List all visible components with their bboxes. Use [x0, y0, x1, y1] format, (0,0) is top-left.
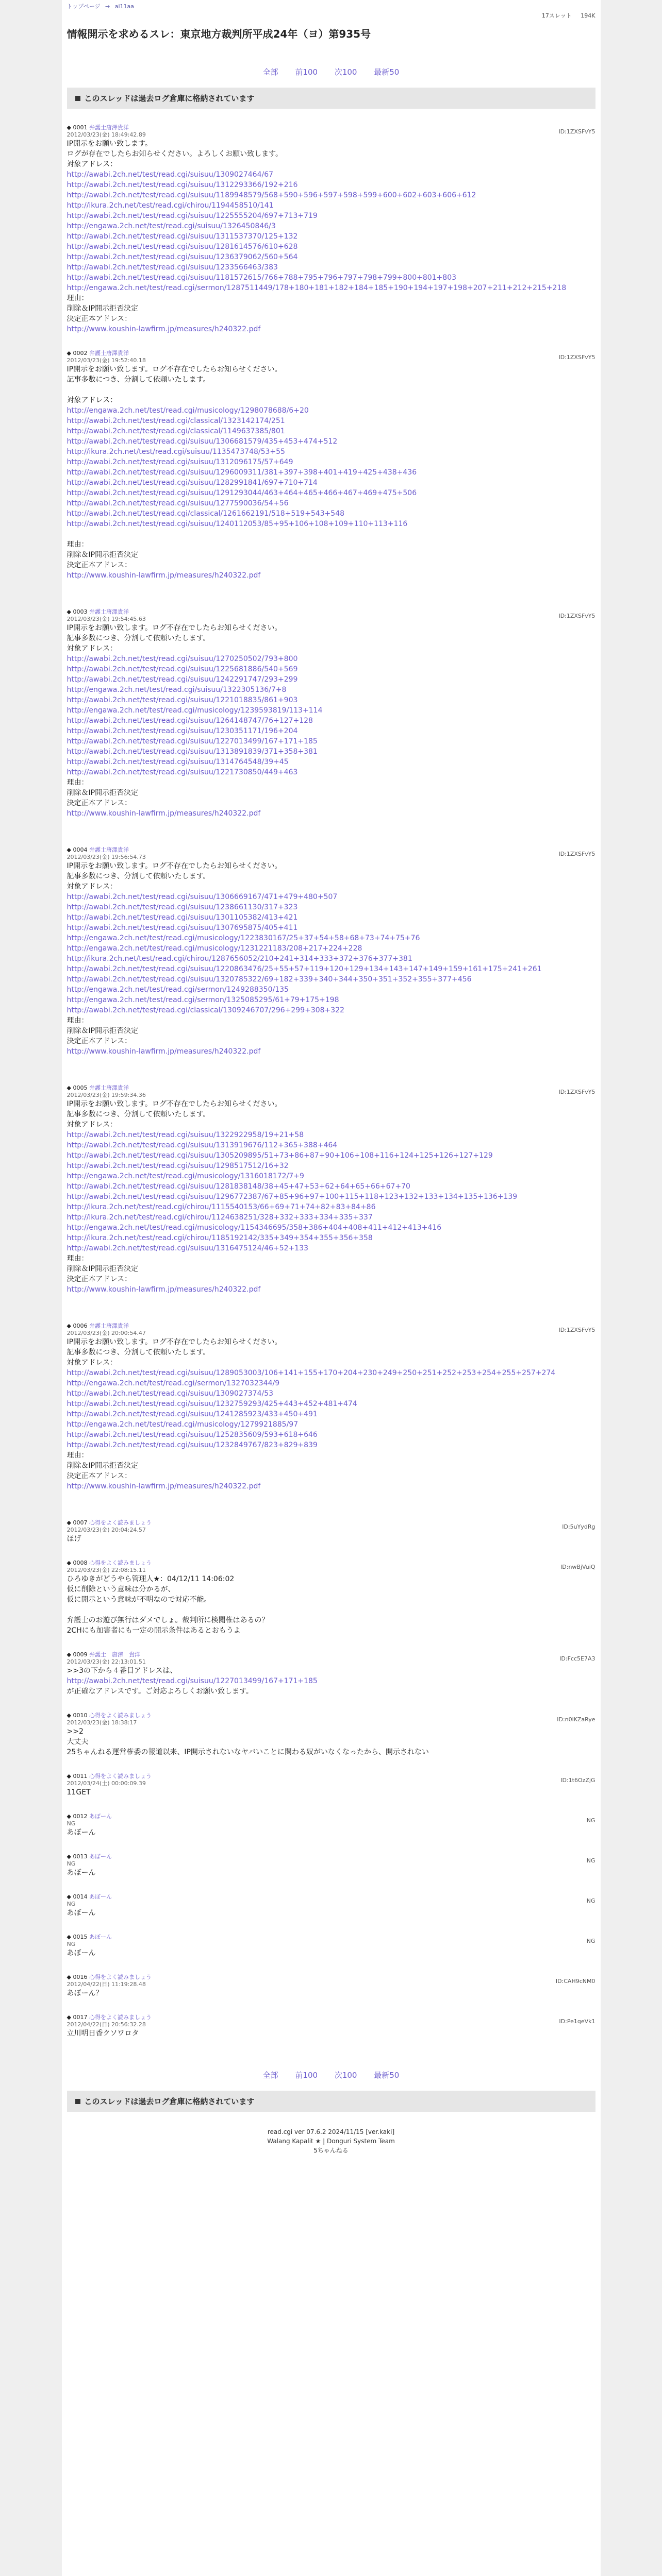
post-text-line: IP開示をお願い致します。ログ不存在でしたらお知らせください。 [67, 1100, 282, 1108]
post-link[interactable]: http://awabi.2ch.net/test/read.cgi/suisuu/1298517512/16+32 [67, 1162, 289, 1170]
post-link[interactable]: http://awabi.2ch.net/test/read.cgi/suisuu/1312096175/57+649 [67, 458, 293, 466]
post-spacer [67, 2044, 595, 2054]
post-number[interactable]: ◆ 0008 [67, 1560, 88, 1566]
post-text-line: 対象アドレス： [67, 396, 118, 404]
post-number[interactable]: ◆ 0001 [67, 124, 88, 131]
post-link[interactable]: http://www.koushin-lawfirm.jp/measures/h240322.pdf [67, 1285, 261, 1294]
post-link[interactable]: http://engawa.2ch.net/test/read.cgi/musicology/1223830167/25+37+54+58+68+73+74+75+76 [67, 934, 420, 942]
post-link[interactable]: http://ikura.2ch.net/test/read.cgi/chirou/1185192142/335+349+354+355+356+358 [67, 1234, 373, 1242]
post-id[interactable]: ID:1ZXSFvY5 [558, 1089, 595, 1095]
post-text-line: 記事多数につき、分割して依頼いたします。 [67, 634, 210, 642]
post-link[interactable]: http://awabi.2ch.net/test/read.cgi/suisuu/1282991841/697+710+714 [67, 479, 318, 487]
post-link[interactable]: http://awabi.2ch.net/test/read.cgi/suisuu/1322922958/19+21+58 [67, 1131, 304, 1139]
post-text-line: 対象アドレス： [67, 160, 118, 168]
post-text-line: あぼーん [67, 1828, 96, 1837]
post-author: あぼーん [89, 1813, 112, 1820]
post-number[interactable]: ◆ 0004 [67, 846, 88, 853]
post-id[interactable]: NG [586, 1857, 595, 1864]
post-link[interactable]: http://engawa.2ch.net/test/read.cgi/musicology/1154346695/358+386+404+408+411+412+413+416 [67, 1224, 442, 1232]
post-date: NG [67, 1901, 76, 1907]
post-id[interactable]: ID:Pe1qeVk1 [559, 2018, 595, 2025]
post-link[interactable]: http://ikura.2ch.net/test/read.cgi/suisuu/1135473748/53+55 [67, 448, 285, 456]
post-number[interactable]: ◆ 0011 [67, 1773, 88, 1780]
post-link[interactable]: http://engawa.2ch.net/test/read.cgi/musicology/1298078688/6+20 [67, 406, 309, 415]
post-id[interactable]: NG [586, 1938, 595, 1944]
archive-notice-bottom [67, 2091, 595, 2112]
post-text-line [67, 385, 595, 395]
post-author: 心得をよく読みましょう [89, 1974, 152, 1980]
post-text-line: 削除＆IP開示拒否決定 [67, 1265, 139, 1273]
post-link[interactable]: http://awabi.2ch.net/test/read.cgi/suisuu/1311537370/125+132 [67, 232, 298, 241]
post-text-line: >>3の下から４番目アドレスは、 [67, 1667, 177, 1675]
nav-next100-link-bottom[interactable]: 次100 [334, 2071, 357, 2080]
post-date: 2012/03/23(金) 19:59:34.36 [67, 1092, 146, 1098]
post-text-line: 決定正本アドレス： [67, 561, 132, 569]
post-text-line: ログが存在でしたらお知らせください。よろしくお願い致します。 [67, 150, 283, 158]
post-link[interactable]: http://awabi.2ch.net/test/read.cgi/suisuu/1277590036/54+56 [67, 499, 289, 507]
post-text-line: あぼーん [67, 1949, 96, 1957]
post-date: 2012/03/23(金) 18:49:42.89 [67, 131, 146, 138]
post-spacer [67, 1963, 595, 1974]
post-header [67, 846, 595, 861]
post-link[interactable]: http://awabi.2ch.net/test/read.cgi/suisuu/1252835609/593+618+646 [67, 1431, 318, 1439]
archive-notice-text: このスレッドは過去ログ倉庫に格納されています [84, 2097, 255, 2106]
post-link[interactable]: http://awabi.2ch.net/test/read.cgi/classical/1149637385/801 [67, 427, 285, 435]
post-link[interactable]: http://awabi.2ch.net/test/read.cgi/suisuu/1320785322/69+182+339+340+344+350+351+352+355+377+456 [67, 975, 472, 984]
post [67, 1560, 595, 1636]
post-text-line: 決定正本アドレス： [67, 1472, 132, 1480]
archive-notice-text: このスレッドは過去ログ倉庫に格納されています [84, 94, 255, 103]
post-link[interactable]: http://awabi.2ch.net/test/read.cgi/suisuu/1313891839/371+358+381 [67, 748, 318, 756]
post-spacer [67, 1497, 595, 1519]
thread-count: 17スレット [541, 12, 572, 19]
post [67, 846, 595, 1057]
thread-size: 194K [581, 12, 595, 19]
post-number[interactable]: ◆ 0005 [67, 1084, 88, 1091]
post-spacer [67, 1549, 595, 1560]
post-text-line: IP開示をお願い致します。ログ不存在でしたらお知らせください。 [67, 624, 282, 632]
post-spacer [67, 1641, 595, 1651]
post-id[interactable]: ID:1ZXSFvY5 [558, 1327, 595, 1333]
post-text-line: 2CHにも加害者にも一定の開示条件はあるとおもうよ [67, 1626, 241, 1635]
post-text-line: 決定正本アドレス： [67, 799, 132, 807]
post-spacer [67, 1843, 595, 1853]
post-date: 2012/03/23(金) 18:38:17 [67, 1719, 137, 1726]
post-text-line: が正確なアドレスです。ご対応よろしくお願い致します。 [67, 1687, 253, 1696]
post-number[interactable]: ◆ 0002 [67, 350, 88, 357]
post-header [67, 1560, 595, 1574]
post-number[interactable]: ◆ 0006 [67, 1323, 88, 1329]
post-link[interactable]: http://ikura.2ch.net/test/read.cgi/chirou/1124638251/328+332+333+334+335+337 [67, 1213, 373, 1222]
post-text-line: IP開示をお願い致します。ログ不存在でしたらお知らせください。 [67, 862, 282, 870]
post-text-line: 対象アドレス： [67, 645, 118, 653]
post-link[interactable]: http://engawa.2ch.net/test/read.cgi/sermon/1327032344/9 [67, 1379, 280, 1387]
post-link[interactable]: http://awabi.2ch.net/test/read.cgi/suisuu/1307695875/405+411 [67, 924, 298, 932]
post-date: 2012/03/23(金) 22:13:01.51 [67, 1658, 146, 1665]
post-link[interactable]: http://awabi.2ch.net/test/read.cgi/suisuu/1189948579/568+590+596+597+598+599+600+602+603+606+612 [67, 191, 476, 199]
post-link[interactable]: http://engawa.2ch.net/test/read.cgi/sermon/1287511449/178+180+181+182+184+185+190+194+197+198+207+211+212+215+218 [67, 284, 567, 292]
post-text-line: 削除＆IP開示拒否決定 [67, 1462, 139, 1470]
post-id[interactable]: ID:Fcc5E7A3 [559, 1655, 595, 1662]
post-spacer [67, 824, 595, 846]
nav-next100-link[interactable]: 次100 [334, 67, 357, 77]
post-date: NG [67, 1941, 76, 1947]
post-text-line: IP開示をお願い致します。 [67, 140, 152, 148]
post-id[interactable]: ID:n0iKZaRye [557, 1716, 595, 1723]
post-link[interactable]: http://ikura.2ch.net/test/read.cgi/chirou/1287656052/210+241+314+333+372+376+377+381 [67, 955, 412, 963]
post-link[interactable]: http://awabi.2ch.net/test/read.cgi/suisuu/1301105382/413+421 [67, 913, 298, 922]
post-header [67, 124, 595, 139]
post-list [67, 124, 595, 2054]
post-link[interactable]: http://awabi.2ch.net/test/read.cgi/suisuu/1306669167/471+479+480+507 [67, 893, 338, 901]
post-author: あぼーん [89, 1853, 112, 1860]
post-date: 2012/03/23(金) 19:52:40.18 [67, 357, 146, 364]
post-number[interactable]: ◆ 0015 [67, 1934, 88, 1940]
breadcrumb-separator: → [105, 3, 110, 10]
post-date: NG [67, 1820, 76, 1827]
post-header [67, 1813, 595, 1827]
post-link[interactable]: http://engawa.2ch.net/test/read.cgi/musicology/1231221183/208+217+224+228 [67, 944, 362, 953]
breadcrumb-board-link[interactable]: ai11aa [114, 3, 135, 10]
post-author: あぼーん [89, 1934, 112, 1940]
post-text-line: >>2 [67, 1727, 84, 1736]
post-link[interactable]: http://awabi.2ch.net/test/read.cgi/suisuu/1281614576/610+628 [67, 243, 298, 251]
post-header [67, 2014, 595, 2028]
post-id[interactable]: NG [586, 1897, 595, 1904]
post-header [67, 1712, 595, 1726]
post-number[interactable]: ◆ 0017 [67, 2014, 88, 2021]
nav-latest50-link-bottom[interactable]: 最新50 [374, 2071, 400, 2080]
post-text-line: 削除＆IP開示拒否決定 [67, 551, 139, 559]
post-link[interactable]: http://awabi.2ch.net/test/read.cgi/suisuu/1181572615/766+788+795+796+797+798+799+800+801+803 [67, 274, 457, 282]
square-bullet-icon [75, 96, 80, 101]
post-link[interactable]: http://engawa.2ch.net/test/read.cgi/musicology/1279921885/97 [67, 1420, 299, 1429]
post-link[interactable]: http://awabi.2ch.net/test/read.cgi/suisuu/1313919676/112+365+388+464 [67, 1141, 338, 1149]
post-text-line: IP開示をお願い致します。ログ不存在でしたらお知らせください。 [67, 1338, 282, 1346]
post-link[interactable]: http://www.koushin-lawfirm.jp/measures/h240322.pdf [67, 809, 261, 818]
post [67, 1323, 595, 1492]
post-link[interactable]: http://engawa.2ch.net/test/read.cgi/suisuu/1326450846/3 [67, 222, 276, 230]
post-date: 2012/03/23(金) 20:00:54.47 [67, 1330, 146, 1336]
post-text-line: 削除＆IP開示拒否決定 [67, 789, 139, 797]
post-link[interactable]: http://awabi.2ch.net/test/read.cgi/suisuu/1221018835/861+903 [67, 696, 298, 704]
post-link[interactable]: http://awabi.2ch.net/test/read.cgi/suisuu/1289053003/106+141+155+170+204+230+249+250+251+252+253+254+255+257+274 [67, 1369, 556, 1377]
post-header [67, 1084, 595, 1099]
post-link[interactable]: http://awabi.2ch.net/test/read.cgi/classical/1261662191/518+519+543+548 [67, 510, 345, 518]
post-text-line: 決定正本アドレス： [67, 1037, 132, 1045]
post-text-line: 記事多数につき、分割して依頼いたします。 [67, 1348, 210, 1357]
post-link[interactable]: http://awabi.2ch.net/test/read.cgi/suisuu/1236379062/560+564 [67, 253, 298, 261]
nav-prev100-link-bottom[interactable]: 前100 [295, 2071, 318, 2080]
post-number[interactable]: ◆ 0012 [67, 1813, 88, 1820]
archive-notice-top [67, 88, 595, 109]
post [67, 124, 595, 334]
post-link[interactable]: http://www.koushin-lawfirm.jp/measures/h240322.pdf [67, 571, 261, 580]
post-id[interactable]: ID:CAH9cNM0 [555, 1978, 595, 1985]
post-text-line: 理由： [67, 294, 89, 302]
post-text-line: あぼーん？ [67, 1989, 103, 1997]
post-link[interactable]: http://awabi.2ch.net/test/read.cgi/suisuu/1225555204/697+713+719 [67, 212, 318, 220]
post [67, 1893, 595, 1918]
post-link[interactable]: http://awabi.2ch.net/test/read.cgi/suisuu/1305209895/51+73+86+87+90+106+108+116+124+125+126+127+129 [67, 1151, 493, 1160]
post-text-line: 決定正本アドレス： [67, 1275, 132, 1283]
footer [67, 2127, 595, 2160]
post-link[interactable]: http://engawa.2ch.net/test/read.cgi/musicology/1316018172/7+9 [67, 1172, 304, 1180]
post-spacer [67, 1923, 595, 1934]
post-link[interactable]: http://awabi.2ch.net/test/read.cgi/suisuu/1312293366/192+216 [67, 181, 298, 189]
post-author: 心得をよく読みましょう [89, 1712, 152, 1719]
post-text-line: 大丈夫 [67, 1738, 89, 1746]
post-text-line: 立川明日香クソワロタ [67, 2029, 139, 2038]
post-id[interactable]: ID:1ZXSFvY5 [558, 128, 595, 135]
post [67, 1974, 595, 1998]
post-text-line: 理由： [67, 1451, 89, 1460]
post-spacer [67, 1062, 595, 1084]
post-spacer [67, 1702, 595, 1712]
post-number[interactable]: ◆ 0007 [67, 1519, 88, 1526]
post-link[interactable]: http://awabi.2ch.net/test/read.cgi/suisuu/1221730850/449+463 [67, 768, 298, 776]
post-date: 2012/04/22(日) 20:56:32.28 [67, 2021, 146, 2028]
post-link[interactable]: http://awabi.2ch.net/test/read.cgi/suisuu/1227013499/167+171+185 [67, 1677, 318, 1685]
post-text-line: 決定正本アドレス： [67, 315, 132, 323]
post-link[interactable]: http://awabi.2ch.net/test/read.cgi/suisuu/1220863476/25+55+57+119+120+129+134+143+147+149+159+161+175+241+261 [67, 965, 542, 973]
post-link[interactable]: http://awabi.2ch.net/test/read.cgi/suisuu/1238661130/317+323 [67, 903, 298, 911]
post-link[interactable]: http://awabi.2ch.net/test/read.cgi/suisuu/1309027374/53 [67, 1389, 274, 1398]
post-link[interactable]: http://awabi.2ch.net/test/read.cgi/suisuu/1296009311/381+397+398+401+419+425+438+436 [67, 468, 417, 477]
post-link[interactable]: http://awabi.2ch.net/test/read.cgi/suisuu/1242291747/293+299 [67, 675, 298, 684]
post-date: NG [67, 1860, 76, 1867]
post-id[interactable]: ID:nwBjVuiQ [560, 1564, 595, 1570]
post [67, 2014, 595, 2039]
post-text-line: 削除＆IP開示拒否決定 [67, 304, 139, 313]
post-link[interactable]: http://www.koushin-lawfirm.jp/measures/h240322.pdf [67, 1047, 261, 1056]
post-author: 弁護士唐澤貴洋 [89, 1323, 129, 1329]
breadcrumb-home-link[interactable]: トップページ [67, 3, 101, 10]
post-text-line: ひろゆきがどうやら管理人★：04/12/11 14:06:02 [67, 1575, 235, 1583]
post-text-line: 理由： [67, 778, 89, 787]
post-link[interactable]: http://www.koushin-lawfirm.jp/measures/h240322.pdf [67, 1482, 261, 1490]
post-link[interactable]: http://awabi.2ch.net/test/read.cgi/suisuu/1264148747/76+127+128 [67, 717, 313, 725]
post [67, 1712, 595, 1757]
post-link[interactable]: http://awabi.2ch.net/test/read.cgi/suisuu/1232849767/823+829+839 [67, 1441, 318, 1449]
post-header [67, 608, 595, 623]
post-text-line: 理由： [67, 1016, 89, 1025]
footer-version: read.cgi ver 07.6.2 2024/11/15 [ver.kaki] [267, 2128, 395, 2136]
page [62, 0, 601, 2576]
square-bullet-icon [75, 2099, 80, 2104]
post-id[interactable]: ID:1ZXSFvY5 [558, 613, 595, 619]
post-link[interactable]: http://awabi.2ch.net/test/read.cgi/suisuu/1270250502/793+800 [67, 655, 298, 663]
footer-site-link[interactable]: 5ちゃんねる [313, 2147, 349, 2154]
post [67, 1773, 595, 1798]
post-date: 2012/03/23(金) 19:54:45.63 [67, 616, 146, 622]
post-link[interactable]: http://awabi.2ch.net/test/read.cgi/suisuu/1314764548/39+45 [67, 758, 289, 766]
post-link[interactable]: http://awabi.2ch.net/test/read.cgi/suisuu/1291293044/463+464+465+466+467+469+475+506 [67, 489, 417, 497]
post-author: 心得をよく読みましょう [89, 1519, 152, 1526]
post-link[interactable]: http://awabi.2ch.net/test/read.cgi/suisuu/1241285923/433+450+491 [67, 1410, 318, 1418]
post-text-line: ほげ [67, 1535, 81, 1543]
post-link[interactable]: http://awabi.2ch.net/test/read.cgi/suisuu/1230351171/196+204 [67, 727, 298, 735]
nav-all-link[interactable]: 全部 [262, 67, 278, 77]
post-link[interactable]: http://awabi.2ch.net/test/read.cgi/suisuu/1316475124/46+52+133 [67, 1244, 309, 1252]
post-header [67, 1893, 595, 1908]
post-author: 弁護士唐澤貴洋 [89, 350, 129, 357]
thread-stats [535, 11, 595, 20]
post-date: 2012/04/22(日) 11:19:28.48 [67, 1981, 146, 1988]
post-link[interactable]: http://awabi.2ch.net/test/read.cgi/suisuu/1240112053/85+95+106+108+109+110+113+116 [67, 520, 408, 528]
post [67, 1651, 595, 1697]
post-text-line: 弁護士のお遊び無行はダメでしょ。裁判所に検閲権はあるの？ [67, 1616, 269, 1624]
post-date: 2012/03/23(金) 20:04:24.57 [67, 1527, 146, 1533]
post-link[interactable]: http://awabi.2ch.net/test/read.cgi/suisuu/1306681579/435+453+474+512 [67, 437, 338, 446]
post-header [67, 1519, 595, 1534]
post-header [67, 1853, 595, 1868]
post-author: あぼーん [89, 1893, 112, 1900]
post-text-line: 対象アドレス： [67, 1121, 118, 1129]
post-number[interactable]: ◆ 0003 [67, 608, 88, 615]
post-text-line [67, 529, 595, 539]
post-id[interactable]: NG [586, 1817, 595, 1824]
post-number[interactable]: ◆ 0014 [67, 1893, 88, 1900]
post-link[interactable]: http://awabi.2ch.net/test/read.cgi/suisuu/1232759293/425+443+452+481+474 [67, 1400, 357, 1408]
post-spacer [67, 586, 595, 608]
post-text-line: IP開示をお願い致します。ログ不存在でしたらお知らせください。 [67, 365, 282, 374]
post-text-line: 25ちゃんねる運営権委の報道以来、IP開示されないなヤバいことに関わる奴がいなくなったから、開示されない [67, 1748, 429, 1756]
post-spacer [67, 1762, 595, 1773]
post-link[interactable]: http://engawa.2ch.net/test/read.cgi/musicology/1239593819/113+114 [67, 706, 323, 715]
post-date: 2012/03/23(金) 22:08:15.11 [67, 1567, 146, 1573]
nav-latest50-link[interactable]: 最新50 [374, 67, 400, 77]
post [67, 1853, 595, 1878]
post-author: 心得をよく読みましょう [89, 2014, 152, 2021]
post-spacer [67, 1803, 595, 1813]
nav-all-link-bottom[interactable]: 全部 [262, 2071, 278, 2080]
post-author: 弁護士唐澤貴洋 [89, 846, 129, 853]
page-title: 情報開示を求めるスレ：東京地方裁判所平成24年（ヨ）第935号 [67, 28, 371, 40]
thread-nav-bottom [67, 2070, 595, 2080]
post-text-line: 対象アドレス： [67, 883, 118, 891]
post-date: 2012/03/24(土) 00:00:09.39 [67, 1780, 146, 1787]
post-text-line: 記事多数につき、分割して依頼いたします。 [67, 376, 210, 384]
post-author: 弁護士 唐澤 貴洋 [89, 1651, 140, 1658]
post [67, 350, 595, 581]
post-text-line: 仮に開示という意味が不明なので対応不能。 [67, 1596, 211, 1604]
post-text-line: 対象アドレス： [67, 1359, 118, 1367]
post [67, 1084, 595, 1295]
post-id[interactable]: ID:5uYydRg [562, 1523, 595, 1530]
post-header [67, 1651, 595, 1666]
post-link[interactable]: http://awabi.2ch.net/test/read.cgi/suisuu/1281838148/38+45+47+53+62+64+65+66+67+70 [67, 1182, 410, 1191]
post-header [67, 1323, 595, 1337]
post-id[interactable]: ID:1ZXSFvY5 [558, 354, 595, 361]
post-spacer [67, 2004, 595, 2014]
post-number[interactable]: ◆ 0009 [67, 1651, 88, 1658]
post-author: 心得をよく読みましょう [89, 1773, 152, 1780]
post-link[interactable]: http://awabi.2ch.net/test/read.cgi/suisuu/1309027464/67 [67, 171, 274, 179]
post-text-line: あぼーん [67, 1909, 96, 1917]
post-date: 2012/03/23(金) 19:56:54.73 [67, 854, 146, 860]
post-text-line: 理由： [67, 540, 89, 549]
post-spacer [67, 1883, 595, 1893]
post-link[interactable]: http://awabi.2ch.net/test/read.cgi/suisuu/1296772387/67+85+96+97+100+115+118+123+132+133+134+135+136+139 [67, 1193, 518, 1201]
post-link[interactable]: http://awabi.2ch.net/test/read.cgi/classical/1309246707/296+299+308+322 [67, 1006, 345, 1014]
post-text-line: 記事多数につき、分割して依頼いたします。 [67, 872, 210, 880]
post-id[interactable]: ID:1ZXSFvY5 [558, 851, 595, 857]
breadcrumb [67, 0, 595, 10]
post-header [67, 1974, 595, 1988]
post-text-line: 記事多数につき、分割して依頼いたします。 [67, 1110, 210, 1118]
post-header [67, 1934, 595, 1948]
post-text-line: 仮に削除という意味は分かるが、 [67, 1585, 175, 1594]
post-number[interactable]: ◆ 0013 [67, 1853, 88, 1860]
post-author: 弁護士唐澤貴洋 [89, 124, 129, 131]
post-link[interactable]: http://engawa.2ch.net/test/read.cgi/sermon/1249288350/135 [67, 986, 289, 994]
post-text-line [67, 1605, 595, 1615]
post-link[interactable]: http://awabi.2ch.net/test/read.cgi/classical/1323142174/251 [67, 417, 285, 425]
post [67, 1934, 595, 1958]
post-author: 心得をよく読みましょう [89, 1560, 152, 1566]
post-spacer [67, 1300, 595, 1323]
thread-nav-top [67, 66, 595, 77]
post-link[interactable]: http://ikura.2ch.net/test/read.cgi/chirou/1115540153/66+69+71+74+82+83+84+86 [67, 1203, 376, 1211]
post [67, 608, 595, 819]
post-text-line: 11GET [67, 1788, 91, 1797]
post-author: 弁護士唐澤貴洋 [89, 1084, 129, 1091]
post-author: 弁護士唐澤貴洋 [89, 608, 129, 615]
post [67, 1813, 595, 1838]
post-link[interactable]: http://www.koushin-lawfirm.jp/measures/h240322.pdf [67, 325, 261, 333]
post-number[interactable]: ◆ 0016 [67, 1974, 88, 1980]
post-text-line: 削除＆IP開示拒否決定 [67, 1027, 139, 1035]
post-header [67, 1773, 595, 1787]
post-link[interactable]: http://ikura.2ch.net/test/read.cgi/chirou/1194458510/141 [67, 201, 274, 210]
nav-prev100-link[interactable]: 前100 [295, 67, 318, 77]
post-spacer [67, 340, 595, 350]
post-link[interactable]: http://awabi.2ch.net/test/read.cgi/suisuu/1227013499/167+171+185 [67, 737, 318, 745]
post-link[interactable]: http://awabi.2ch.net/test/read.cgi/suisuu/1233566463/383 [67, 263, 278, 272]
post-header [67, 350, 595, 364]
post-text-line: 理由： [67, 1255, 89, 1263]
post-number[interactable]: ◆ 0010 [67, 1712, 88, 1719]
post-link[interactable]: http://awabi.2ch.net/test/read.cgi/suisuu/1225681886/540+569 [67, 665, 298, 673]
post [67, 1519, 595, 1544]
post-text-line: あぼーん [67, 1869, 96, 1877]
post-link[interactable]: http://engawa.2ch.net/test/read.cgi/sermon/1325085295/61+79+175+198 [67, 996, 339, 1004]
footer-team: Walang Kapalit ★ | Donguri System Team [267, 2138, 395, 2145]
post-link[interactable]: http://engawa.2ch.net/test/read.cgi/suisuu/1322305136/7+8 [67, 686, 287, 694]
post-id[interactable]: ID:1t6OzZjG [560, 1777, 595, 1784]
